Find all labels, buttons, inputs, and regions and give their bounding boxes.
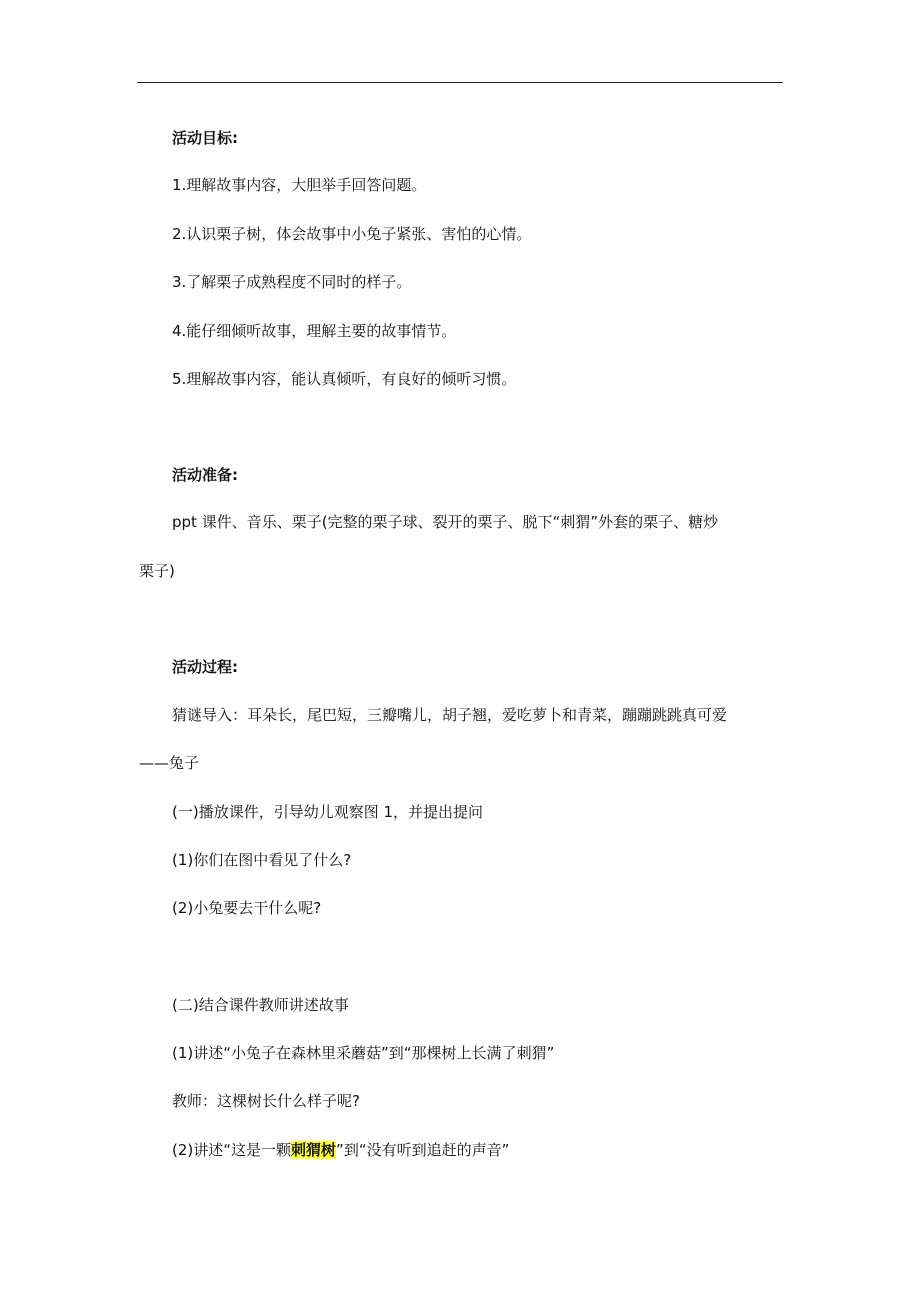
goal-item-3: 3.了解栗子成熟程度不同时的样子。 — [172, 273, 412, 291]
part-two-step-1: (1)讲述“小兔子在森林里采蘑菇”到“那棵树上长满了刺猬” — [172, 1044, 555, 1062]
preparation-heading: 活动准备: — [172, 466, 238, 484]
part-two-title: (二)结合课件教师讲述故事 — [172, 996, 349, 1014]
goal-item-1: 1.理解故事内容，大胆举手回答问题。 — [172, 176, 427, 194]
preparation-line-2: 栗子) — [139, 562, 175, 580]
goals-heading: 活动目标: — [172, 129, 238, 147]
preparation-line-1: ppt 课件、音乐、栗子(完整的栗子球、裂开的栗子、脱下“刺猬”外套的栗子、糖炒 — [172, 513, 719, 531]
riddle-line-2: ——兔子 — [139, 754, 200, 772]
riddle-line-1: 猜谜导入：耳朵长，尾巴短，三瓣嘴儿，胡子翘，爱吃萝卜和青菜，蹦蹦跳跳真可爱 — [172, 706, 728, 724]
goal-item-2: 2.认识栗子树，体会故事中小兔子紧张、害怕的心情。 — [172, 225, 532, 243]
part-one-question-1: (1)你们在图中看见了什么? — [172, 851, 352, 869]
header-rule — [137, 82, 783, 83]
teacher-question: 教师：这棵树长什么样子呢? — [172, 1092, 360, 1110]
goal-item-4: 4.能仔细倾听故事，理解主要的故事情节。 — [172, 322, 457, 340]
step-2-text-before: (2)讲述“这是一颗 — [172, 1141, 292, 1159]
part-one-title: (一)播放课件，引导幼儿观察图 1，并提出提问 — [172, 803, 484, 821]
part-one-question-2: (2)小兔要去干什么呢? — [172, 899, 322, 917]
process-heading: 活动过程: — [172, 658, 238, 676]
part-two-step-2 — [172, 1140, 509, 1160]
step-2-text-after: ”到“没有听到追赶的声音” — [336, 1141, 510, 1159]
highlighted-term: 刺猬树 — [291, 1141, 337, 1159]
goal-item-5: 5.理解故事内容，能认真倾听，有良好的倾听习惯。 — [172, 370, 517, 388]
